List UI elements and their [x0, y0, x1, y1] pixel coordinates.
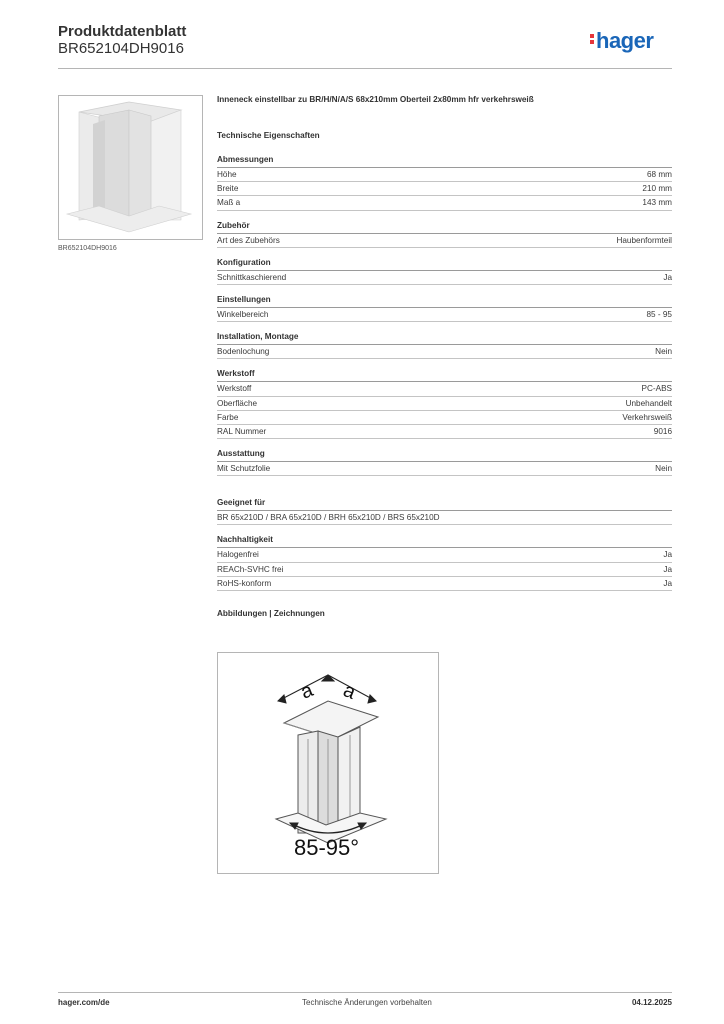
property-value: PC-ABS	[641, 384, 672, 394]
property-row	[217, 234, 672, 248]
property-row	[217, 196, 672, 210]
property-key: RoHS-konform	[217, 578, 272, 588]
property-sections	[217, 155, 672, 476]
property-key: Höhe	[217, 170, 237, 179]
property-section	[217, 369, 672, 439]
property-section	[217, 221, 672, 248]
hager-logo	[590, 28, 653, 54]
section-title: Nachhaltigkeit	[217, 535, 672, 548]
footer-note: Technische Änderungen vorbehalten	[302, 998, 432, 1007]
footer-divider	[58, 992, 672, 993]
suitable-section	[217, 498, 672, 525]
property-section	[217, 332, 672, 359]
property-key: Farbe	[217, 412, 239, 422]
property-value: 143 mm	[642, 198, 672, 208]
corner-drawing-icon	[218, 653, 438, 873]
property-row	[217, 308, 672, 322]
property-value: Ja	[663, 578, 672, 588]
property-value: Ja	[663, 272, 672, 282]
section-title: Werkstoff	[217, 369, 672, 382]
property-key: Schnittkaschierend	[217, 272, 287, 282]
property-row	[217, 168, 672, 182]
property-section	[217, 258, 672, 285]
logo-text: hager	[596, 28, 654, 53]
dim-label-a-right: a	[340, 679, 359, 704]
property-value: Nein	[655, 464, 672, 474]
suitable-value: BR 65x210D / BRA 65x210D / BRH 65x210D / BRS 65x210D	[217, 513, 440, 523]
property-section	[217, 155, 672, 211]
property-value: Haubenformteil	[616, 235, 672, 245]
product-details	[217, 95, 672, 621]
property-row	[217, 425, 672, 439]
property-row	[217, 182, 672, 196]
angle-label: 85-95°	[294, 835, 360, 860]
property-section	[217, 449, 672, 476]
property-key: Bodenlochung	[217, 347, 270, 357]
product-description: Inneneck einstellbar zu BR/H/N/A/S 68x210mm Oberteil 2x80mm hfr verkehrsweiß	[217, 95, 534, 104]
property-row	[217, 345, 672, 359]
section-title: Installation, Montage	[217, 332, 672, 345]
property-key: Art des Zubehörs	[217, 235, 280, 245]
section-title: Zubehör	[217, 221, 672, 234]
property-row	[217, 411, 672, 425]
property-value: Nein	[655, 347, 672, 357]
property-key: Oberfläche	[217, 398, 258, 408]
property-key: Winkelbereich	[217, 309, 269, 319]
inner-corner-photo-icon	[59, 96, 202, 239]
property-key: Breite	[217, 184, 239, 194]
product-thumbnail	[58, 95, 203, 240]
sustainability-section	[217, 535, 672, 591]
property-row	[217, 462, 672, 476]
property-key: Maß a	[217, 198, 241, 208]
property-key: RAL Nummer	[217, 426, 267, 436]
property-row	[217, 382, 672, 396]
property-value: Verkehrsweiß	[622, 412, 672, 422]
suitable-row	[217, 511, 672, 525]
article-number: BR652104DH9016	[58, 40, 184, 57]
thumbnail-caption: BR652104DH9016	[58, 245, 117, 252]
property-key: Halogenfrei	[217, 550, 259, 560]
page-title: Produktdatenblatt	[58, 23, 187, 40]
footer-website[interactable]: hager.com/de	[58, 998, 110, 1007]
property-value: Unbehandelt	[625, 398, 672, 408]
property-value: Ja	[663, 564, 672, 574]
property-value: Ja	[663, 550, 672, 560]
section-title: Konfiguration	[217, 258, 672, 271]
property-value: 9016	[653, 426, 672, 436]
technical-drawing	[217, 652, 439, 874]
tech-heading: Technische Eigenschaften	[217, 131, 320, 140]
property-value: 85 - 95	[646, 309, 672, 319]
property-key: Werkstoff	[217, 384, 252, 394]
property-value: 68 mm	[646, 170, 672, 179]
section-title: Ausstattung	[217, 449, 672, 462]
footer-date: 04.12.2025	[631, 998, 672, 1007]
property-key: REACh-SVHC frei	[217, 564, 284, 574]
property-row	[217, 577, 672, 591]
property-row	[217, 397, 672, 411]
dim-label-a-left: a	[297, 679, 317, 704]
section-title: Einstellungen	[217, 295, 672, 308]
section-title: Geeignet für	[217, 498, 672, 511]
section-title: Abmessungen	[217, 155, 672, 168]
property-row	[217, 271, 672, 285]
property-section	[217, 295, 672, 322]
property-row	[217, 548, 672, 562]
logo-dots-icon	[590, 32, 594, 46]
property-row	[217, 563, 672, 577]
property-value: 210 mm	[642, 184, 672, 194]
header-divider	[58, 68, 672, 69]
drawings-title: Abbildungen | Zeichnungen	[217, 609, 325, 618]
property-key: Mit Schutzfolie	[217, 464, 271, 474]
